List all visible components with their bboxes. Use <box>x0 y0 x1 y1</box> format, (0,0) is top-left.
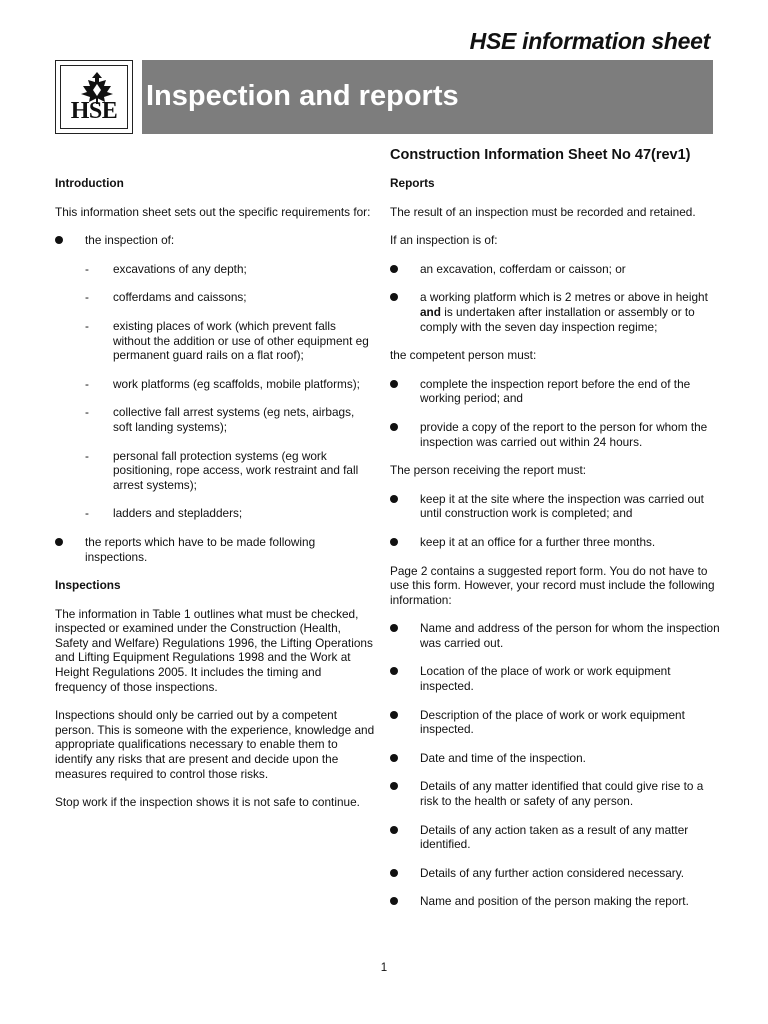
sub-list-item <box>55 506 375 521</box>
list-item-text: Location of the place of work or work equipment inspected. <box>420 664 671 694</box>
bullet-dot-icon <box>390 538 398 546</box>
sub-list-item-text: excavations of any depth; <box>113 261 247 276</box>
list-item-text: keep it at an office for a further three months. <box>420 534 656 549</box>
sub-list-item-text: ladders and stepladders; <box>113 506 243 521</box>
bullet-dot-icon <box>55 236 63 244</box>
list-item <box>55 233 375 248</box>
sub-list-item-text: personal fall protection systems (eg work positioning, rope access, work restraint and fall arrest systems); <box>113 448 359 492</box>
bullet-dot-icon <box>390 380 398 388</box>
logo-text: HSE <box>70 98 118 124</box>
list-item-text: Name and position of the person making the report. <box>420 894 689 909</box>
bullet-dot-icon <box>390 667 398 675</box>
list-item <box>390 866 720 881</box>
page-title: Inspection and reports <box>146 80 459 112</box>
hse-logo <box>55 60 133 134</box>
dash-marker: - <box>85 261 89 276</box>
introduction-heading: Introduction <box>55 176 124 190</box>
list-item <box>390 535 720 550</box>
dash-marker: - <box>85 290 89 305</box>
list-item-text: Details of any further action considered necessary. <box>420 865 685 880</box>
list-item-text: Description of the place of work or work equipment inspected. <box>420 707 685 737</box>
logo-frame <box>60 65 128 129</box>
paragraph: If an inspection is of: <box>390 233 498 248</box>
sub-list-item <box>55 319 375 363</box>
sub-list-item <box>55 449 375 493</box>
bullet-dot-icon <box>390 711 398 719</box>
list-item <box>390 290 720 334</box>
bullet-dot-icon <box>390 624 398 632</box>
list-item-text: Date and time of the inspection. <box>420 750 586 765</box>
list-item-text: Details of any matter identified that could give rise to a risk to the health or safety of any person. <box>420 779 704 809</box>
title-banner <box>142 60 713 134</box>
list-item-text: the inspection of: <box>85 233 175 248</box>
sub-list-item-text: existing places of work (which prevent falls without the addition or use of other equipment eg permanent guard rails on a flat roof); <box>113 318 369 363</box>
list-item <box>390 420 720 449</box>
text-segment: a working platform which is 2 metres or above in height <box>420 290 708 305</box>
sub-list-item <box>55 290 375 305</box>
bullet-dot-icon <box>390 495 398 503</box>
sub-list-item-text: work platforms (eg scaffolds, mobile platforms); <box>113 376 360 391</box>
list-item-text: Name and address of the person for whom the inspection was carried out. <box>420 621 720 650</box>
inspections-heading: Inspections <box>55 578 121 593</box>
bullet-dot-icon <box>390 754 398 762</box>
paragraph: The result of an inspection must be recorded and retained. <box>390 204 696 219</box>
bullet-dot-icon <box>390 423 398 431</box>
reports-heading: Reports <box>390 176 435 190</box>
bullet-dot-icon <box>55 538 63 546</box>
list-item-text: provide a copy of the report to the person for whom the inspection was carried out within 24 hours. <box>420 419 708 449</box>
list-item-text <box>420 290 708 333</box>
paragraph: Page 2 contains a suggested report form. You do not have to use this form. However, your record must include the following information: <box>390 563 715 607</box>
bullet-dot-icon <box>390 826 398 834</box>
sub-list-item <box>55 262 375 277</box>
sub-list-item <box>55 405 375 434</box>
paragraph: The information in Table 1 outlines what must be checked, inspected or examined under the Construction (Health, Safety and Welfare) Regulations 1996, the Lifting Operations and Lifting Equipment Regulations 1998 and the Work at Height Regulations 2005. It includes the timing and frequency of those inspections. <box>55 606 373 694</box>
dash-marker: - <box>85 448 89 463</box>
right-column <box>390 176 720 923</box>
bullet-dot-icon <box>390 869 398 877</box>
left-column <box>55 176 375 824</box>
sub-list-item-text: cofferdams and caissons; <box>113 290 247 305</box>
emphasis-text: and <box>420 304 441 319</box>
list-item <box>390 492 720 521</box>
list-item <box>390 262 720 277</box>
introduction-text: This information sheet sets out the specific requirements for: <box>55 204 371 219</box>
paragraph: Inspections should only be carried out by a competent person. This is someone with the experience, knowledge and appropriate qualifications necessary to enable them to identify any risks that are present and decide upon the measures required to control those risks. <box>55 708 375 781</box>
list-item-text: keep it at the site where the inspection was carried out until construction work is completed; and <box>420 491 704 521</box>
dash-marker: - <box>85 376 89 391</box>
list-item <box>390 377 720 406</box>
dash-marker: - <box>85 405 89 420</box>
list-item <box>55 535 375 564</box>
paragraph: The person receiving the report must: <box>390 463 587 478</box>
list-item-text: Details of any action taken as a result of any matter identified. <box>420 822 689 852</box>
dash-marker: - <box>85 506 89 521</box>
bullet-dot-icon <box>390 897 398 905</box>
list-item <box>390 894 720 909</box>
list-item <box>390 751 720 766</box>
sub-list-item-text: collective fall arrest systems (eg nets, airbags, soft landing systems); <box>113 405 355 434</box>
list-item-text: the reports which have to be made following inspections. <box>85 534 316 564</box>
sheet-subtitle: Construction Information Sheet No 47(rev1) <box>390 147 691 163</box>
page-number: 1 <box>380 962 388 974</box>
list-item <box>390 708 720 737</box>
list-item <box>390 779 720 808</box>
list-item-text: an excavation, cofferdam or caisson; or <box>420 261 626 276</box>
list-item <box>390 621 720 650</box>
bullet-dot-icon <box>390 782 398 790</box>
dash-marker: - <box>85 318 89 333</box>
paragraph: Stop work if the inspection shows it is not safe to continue. <box>55 795 360 810</box>
text-segment: is undertaken after installation or assembly or to comply with the seven day inspection regime; <box>420 304 695 334</box>
sub-list-item <box>55 377 375 392</box>
paragraph: the competent person must: <box>390 348 537 363</box>
sheet-title: HSE information sheet <box>469 28 710 54</box>
bullet-dot-icon <box>390 265 398 273</box>
bullet-dot-icon <box>390 293 398 301</box>
list-item <box>390 664 720 693</box>
list-item-text: complete the inspection report before the end of the working period; and <box>420 376 691 406</box>
list-item <box>390 823 720 852</box>
